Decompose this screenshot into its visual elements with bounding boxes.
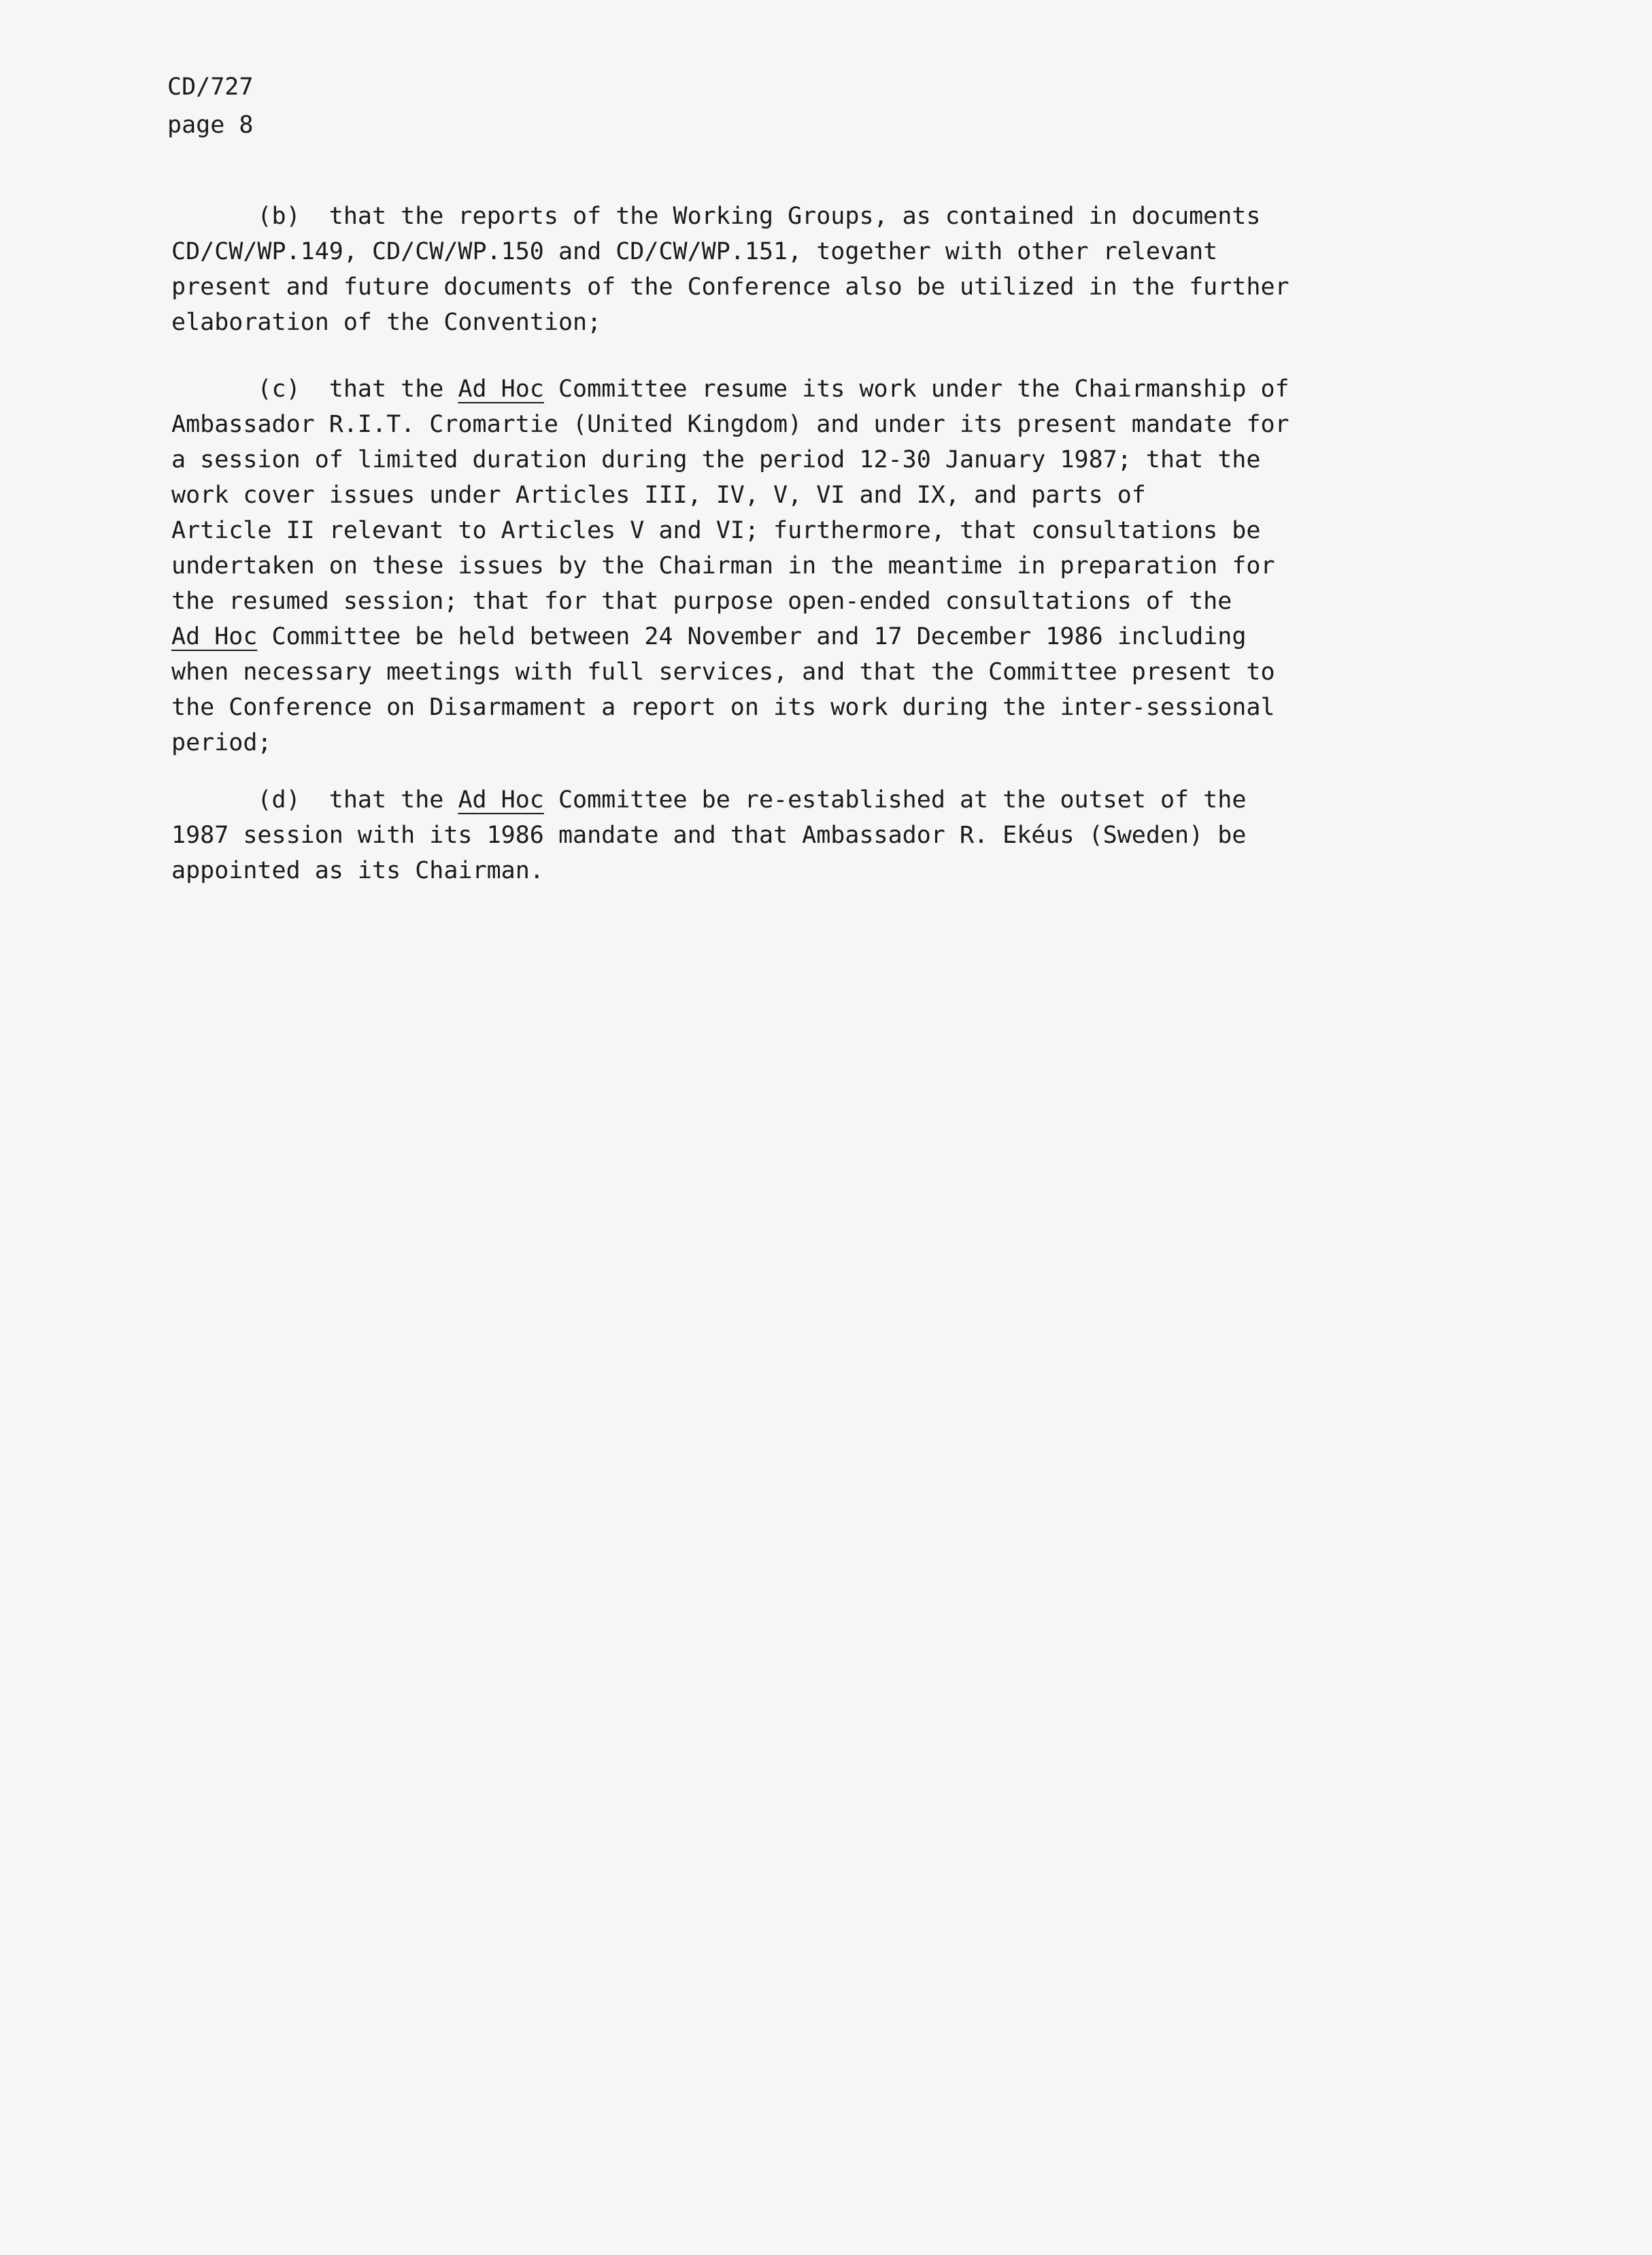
paragraph-c [171, 371, 1525, 761]
text-line: period; [171, 729, 272, 756]
text-line: CD/CW/WP.149, CD/CW/WP.150 and CD/CW/WP.151, together with other relevant [171, 238, 1218, 265]
text-line: the resumed session; that for that purpose open-ended consultations of the [171, 588, 1232, 615]
text-segment: Committee be held between 24 November and 17 December 1986 including [257, 623, 1247, 650]
underlined-term: Ad Hoc [171, 623, 258, 650]
page-number: page 8 [167, 112, 254, 139]
text-line: the Conference on Disarmament a report on its work during the inter-sessional [171, 694, 1275, 721]
text-line: undertaken on these issues by the Chairman in the meantime in preparation for [171, 552, 1275, 580]
text-line: work cover issues under Articles III, IV, V, VI and IX, and parts of [171, 482, 1146, 509]
text-line [171, 782, 1525, 818]
text-line: appointed as its Chairman. [171, 857, 544, 884]
text-segment: (d) that the [171, 786, 458, 814]
paragraph-d [171, 782, 1525, 888]
document-number: CD/727 [167, 73, 254, 101]
document-header [167, 68, 253, 144]
text-line: Ambassador R.I.T. Cromartie (United Kingdom) and under its present mandate for [171, 411, 1289, 438]
text-line: when necessary meetings with full services, and that the Committee present to [171, 658, 1275, 686]
text-segment: Committee resume its work under the Chairmanship of [543, 375, 1289, 403]
text-segment: (c) that the [171, 375, 458, 403]
underlined-term: Ad Hoc [458, 375, 544, 403]
text-segment: Committee be re-established at the outset of the [543, 786, 1247, 814]
paragraph-b [171, 199, 1525, 340]
text-line: Article II relevant to Articles V and VI; furthermore, that consultations be [171, 517, 1261, 544]
text-line: (b) that the reports of the Working Groups, as contained in documents [171, 203, 1261, 230]
text-line: a session of limited duration during the period 12-30 January 1987; that the [171, 446, 1261, 473]
underlined-term: Ad Hoc [458, 786, 544, 814]
text-line [171, 619, 1525, 654]
text-line: present and future documents of the Conference also be utilized in the further [171, 273, 1289, 301]
text-line: elaboration of the Convention; [171, 309, 602, 336]
text-line: 1987 session with its 1986 mandate and that Ambassador R. Ekéus (Sweden) be [171, 822, 1247, 849]
text-line [171, 371, 1525, 407]
